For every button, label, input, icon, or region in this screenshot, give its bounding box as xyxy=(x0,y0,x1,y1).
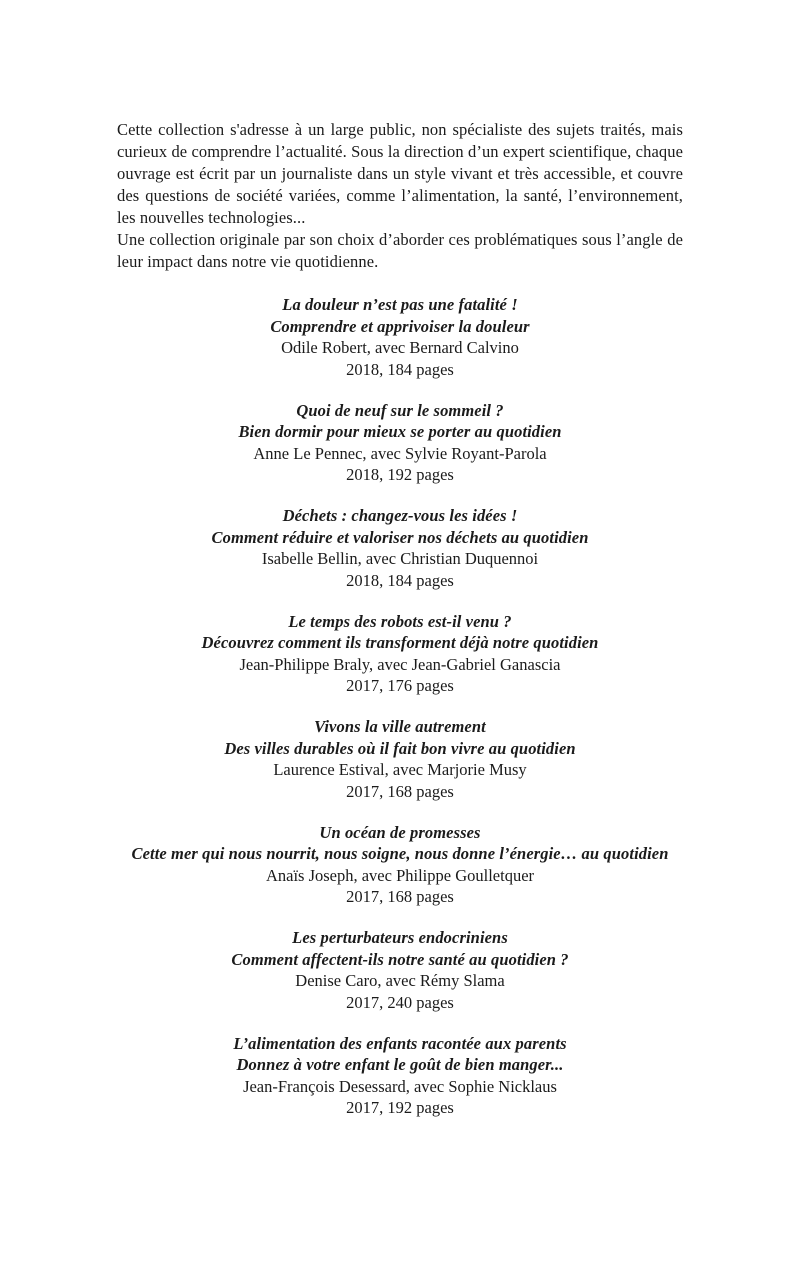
book-authors: Isabelle Bellin, avec Christian Duquennoi xyxy=(261,549,539,568)
book-entry xyxy=(117,822,683,908)
book-title: Le temps des robots est-il venu ? xyxy=(288,611,512,631)
book-subtitle: Comment réduire et valoriser nos déchets au quotidien xyxy=(211,527,589,547)
book-authors: Anne Le Pennec, avec Sylvie Royant-Parola xyxy=(253,443,547,463)
book-authors: Jean-Philippe Braly, avec Jean-Gabriel Ganascia xyxy=(239,654,561,674)
book-entry xyxy=(117,294,683,380)
book-subtitle: Donnez à votre enfant le goût de bien manger... xyxy=(236,1055,564,1074)
intro-paragraph-2: Une collection originale par son choix d’aborder ces problématiques sous l’angle de leur impact dans notre vie quotidienne. xyxy=(117,230,683,271)
book-subtitle: Découvrez comment ils transforment déjà notre quotidien xyxy=(201,633,599,652)
book-list xyxy=(117,294,683,1119)
book-edition: 2017, 240 pages xyxy=(346,992,454,1012)
book-authors: Denise Caro, avec Rémy Slama xyxy=(295,971,505,990)
book-entry xyxy=(117,927,683,1013)
book-subtitle: Des villes durables où il fait bon vivre au quotidien xyxy=(224,738,576,758)
book-edition: 2017, 192 pages xyxy=(346,1098,454,1117)
book-title: Un océan de promesses xyxy=(319,822,481,842)
book-edition: 2018, 192 pages xyxy=(346,465,454,484)
book-edition: 2017, 168 pages xyxy=(346,887,454,906)
intro-paragraph-1: Cette collection s'adresse à un large public, non spécialiste des sujets traités, mais curieux de comprendre l’actualité. Sous la direction d’un expert scientifique, chaque ouvrage est écrit par un journaliste dans un style vivant et très accessible, et couvre des questions de société variées, comme l’alimentation, la santé, l’environnement, les nouvelles technologies... xyxy=(117,120,683,227)
book-title: L’alimentation des enfants racontée aux parents xyxy=(233,1033,567,1053)
book-authors: Jean-François Desessard, avec Sophie Nicklaus xyxy=(243,1076,557,1096)
book-title: La douleur n’est pas une fatalité ! xyxy=(282,295,518,314)
book-title: Les perturbateurs endocriniens xyxy=(292,928,508,947)
book-subtitle: Bien dormir pour mieux se porter au quotidien xyxy=(238,422,562,441)
book-authors: Odile Robert, avec Bernard Calvino xyxy=(281,338,519,357)
book-edition: 2017, 176 pages xyxy=(346,676,454,695)
book-entry xyxy=(117,611,683,697)
book-entry xyxy=(117,400,683,486)
book-entry xyxy=(117,1033,683,1119)
book-title: Vivons la ville autrement xyxy=(314,717,486,736)
book-edition: 2017, 168 pages xyxy=(346,781,454,801)
book-subtitle: Comment affectent-ils notre santé au quotidien ? xyxy=(231,949,569,969)
book-title: Déchets : changez-vous les idées ! xyxy=(282,506,518,525)
book-authors: Anaïs Joseph, avec Philippe Goulletquer xyxy=(265,865,535,885)
book-entry xyxy=(117,505,683,591)
book-authors: Laurence Estival, avec Marjorie Musy xyxy=(273,760,527,779)
book-edition: 2018, 184 pages xyxy=(346,359,454,379)
book-edition: 2018, 184 pages xyxy=(346,570,454,590)
book-title: Quoi de neuf sur le sommeil ? xyxy=(296,400,504,420)
book-subtitle: Cette mer qui nous nourrit, nous soigne, nous donne l’énergie… au quotidien xyxy=(131,844,669,863)
book-subtitle: Comprendre et apprivoiser la douleur xyxy=(270,316,530,336)
book-entry xyxy=(117,716,683,802)
collection-intro xyxy=(117,119,683,273)
